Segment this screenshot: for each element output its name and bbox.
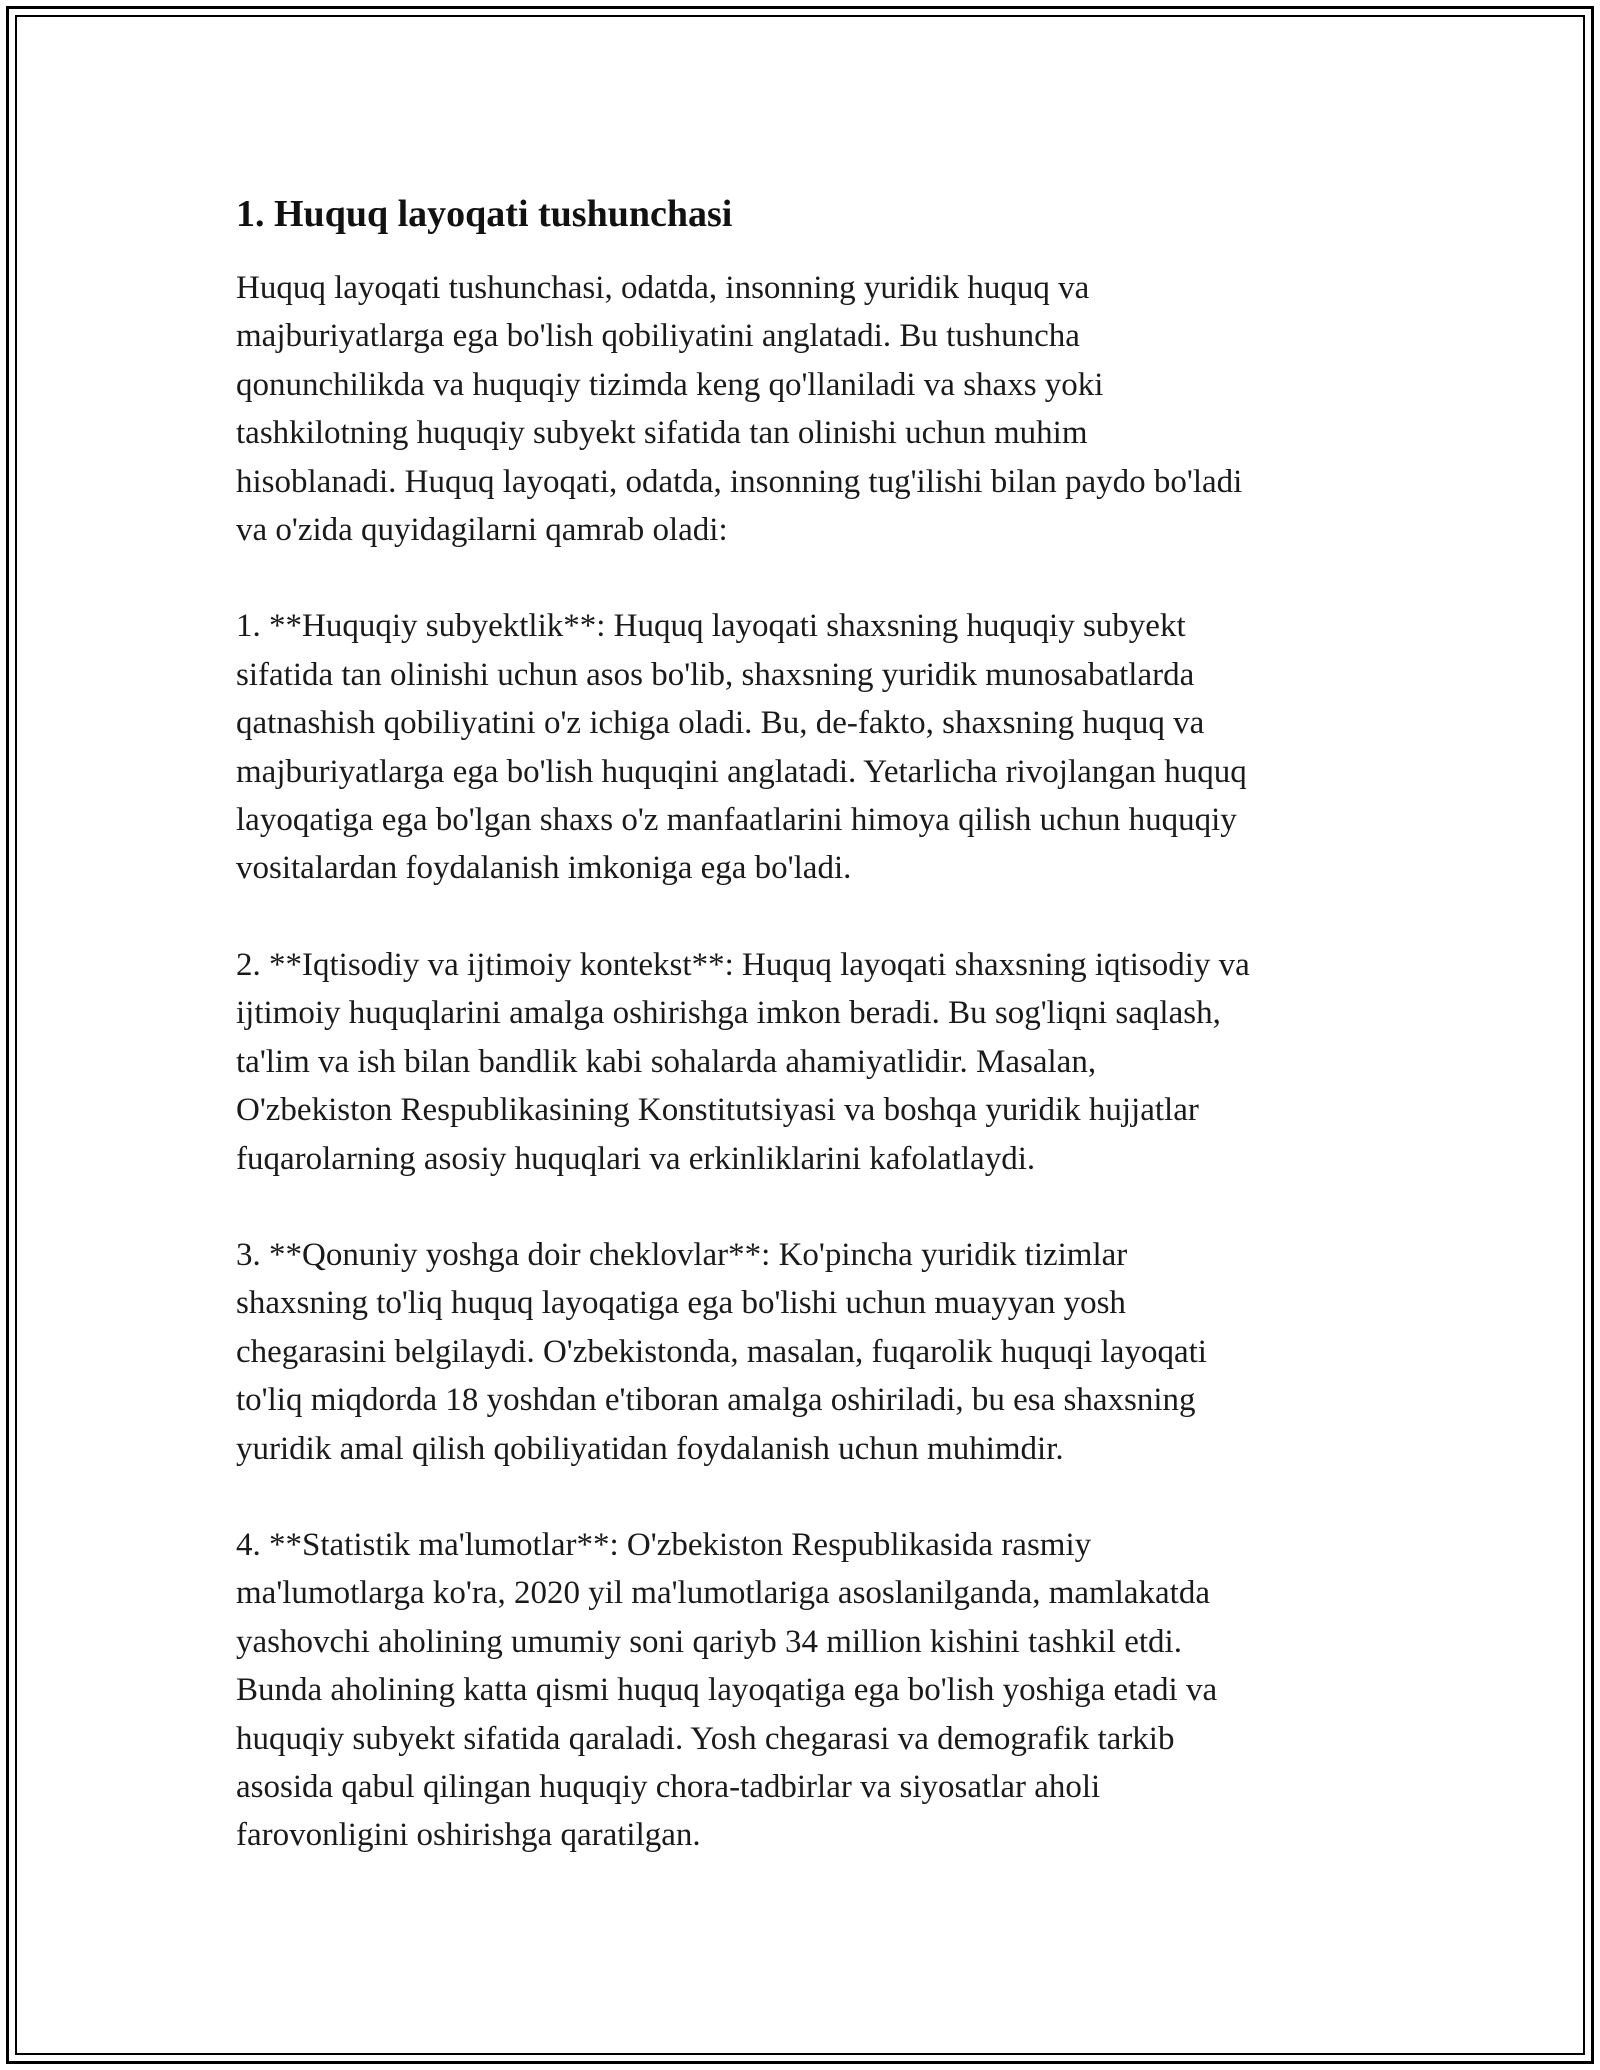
- document-body: [236, 186, 1376, 1908]
- list-item-legal-age-limits: 3. **Qonuniy yoshga doir cheklovlar**: Ko'pincha yuridik tizimlar shaxsning to'liq huquq layoqatiga ega bo'lishi uchun muayyan yosh chegarasini belgilaydi. O'zbekistonda, masalan, fuqarolik huquqi layoqati to'liq miqdorda 18 yoshdan e'tiboran amalga oshiriladi, bu esa shaxsning yuridik amal qilish qobiliyatidan foydalanish uchun muhimdir.: [236, 1236, 1207, 1467]
- section-heading: 1. Huquq layoqati tushunchasi: [236, 193, 733, 235]
- list-item-statistics: 4. **Statistik ma'lumotlar**: O'zbekiston Respublikasida rasmiy ma'lumotlarga ko'ra, 2020 yil ma'lumotlariga asoslanilganda, mamlakatda yashovchi aholining umumiy soni qariyb 34 million kishini tashkil etdi. Bunda aholining katta qismi huquq layoqatiga ega bo'lish yoshiga etadi va huquqiy subyekt sifatida qaraladi. Yosh chegarasi va demografik tarkib asosida qabul qilingan huquqiy chora-tadbirlar va siyosatlar aholi farovonligini oshirishga qaratilgan.: [236, 1526, 1218, 1854]
- list-item-economic-social-context: 2. **Iqtisodiy va ijtimoiy kontekst**: Huquq layoqati shaxsning iqtisodiy va ijtimoiy huquqlarini amalga oshirishga imkon beradi. Bu sog'liqni saqlash, ta'lim va ish bilan bandlik kabi sohalarda ahamiyatlidir. Masalan, O'zbekiston Respublikasining Konstitutsiyasi va boshqa yuridik hujjatlar fuqarolarning asosiy huquqlari va erkinliklarini kafolatlaydi.: [236, 946, 1250, 1177]
- list-item-legal-subjectivity: 1. **Huquqiy subyektlik**: Huquq layoqati shaxsning huquqiy subyekt sifatida tan olinishi uchun asos bo'lib, shaxsning yuridik munosabatlarda qatnashish qobiliyatini o'z ichiga oladi. Bu, de-fakto, shaxsning huquq va majburiyatlarga ega bo'lish huquqini anglatadi. Yetarlicha rivojlangan huquq layoqatiga ega bo'lgan shaxs o'z manfaatlarini himoya qilish uchun huquqiy vositalardan foydalanish imkoniga ega bo'ladi.: [236, 608, 1247, 887]
- intro-paragraph: Huquq layoqati tushunchasi, odatda, insonning yuridik huquq va majburiyatlarga ega bo'lish qobiliyatini anglatadi. Bu tushuncha qonunchilikda va huquqiy tizimda keng qo'llaniladi va shaxs yoki tashkilotning huquqiy subyekt sifatida tan olinishi uchun muhim hisoblanadi. Huquq layoqati, odatda, insonning tug'ilishi bilan paydo bo'ladi va o'zida quyidagilarni qamrab oladi:: [236, 270, 1243, 549]
